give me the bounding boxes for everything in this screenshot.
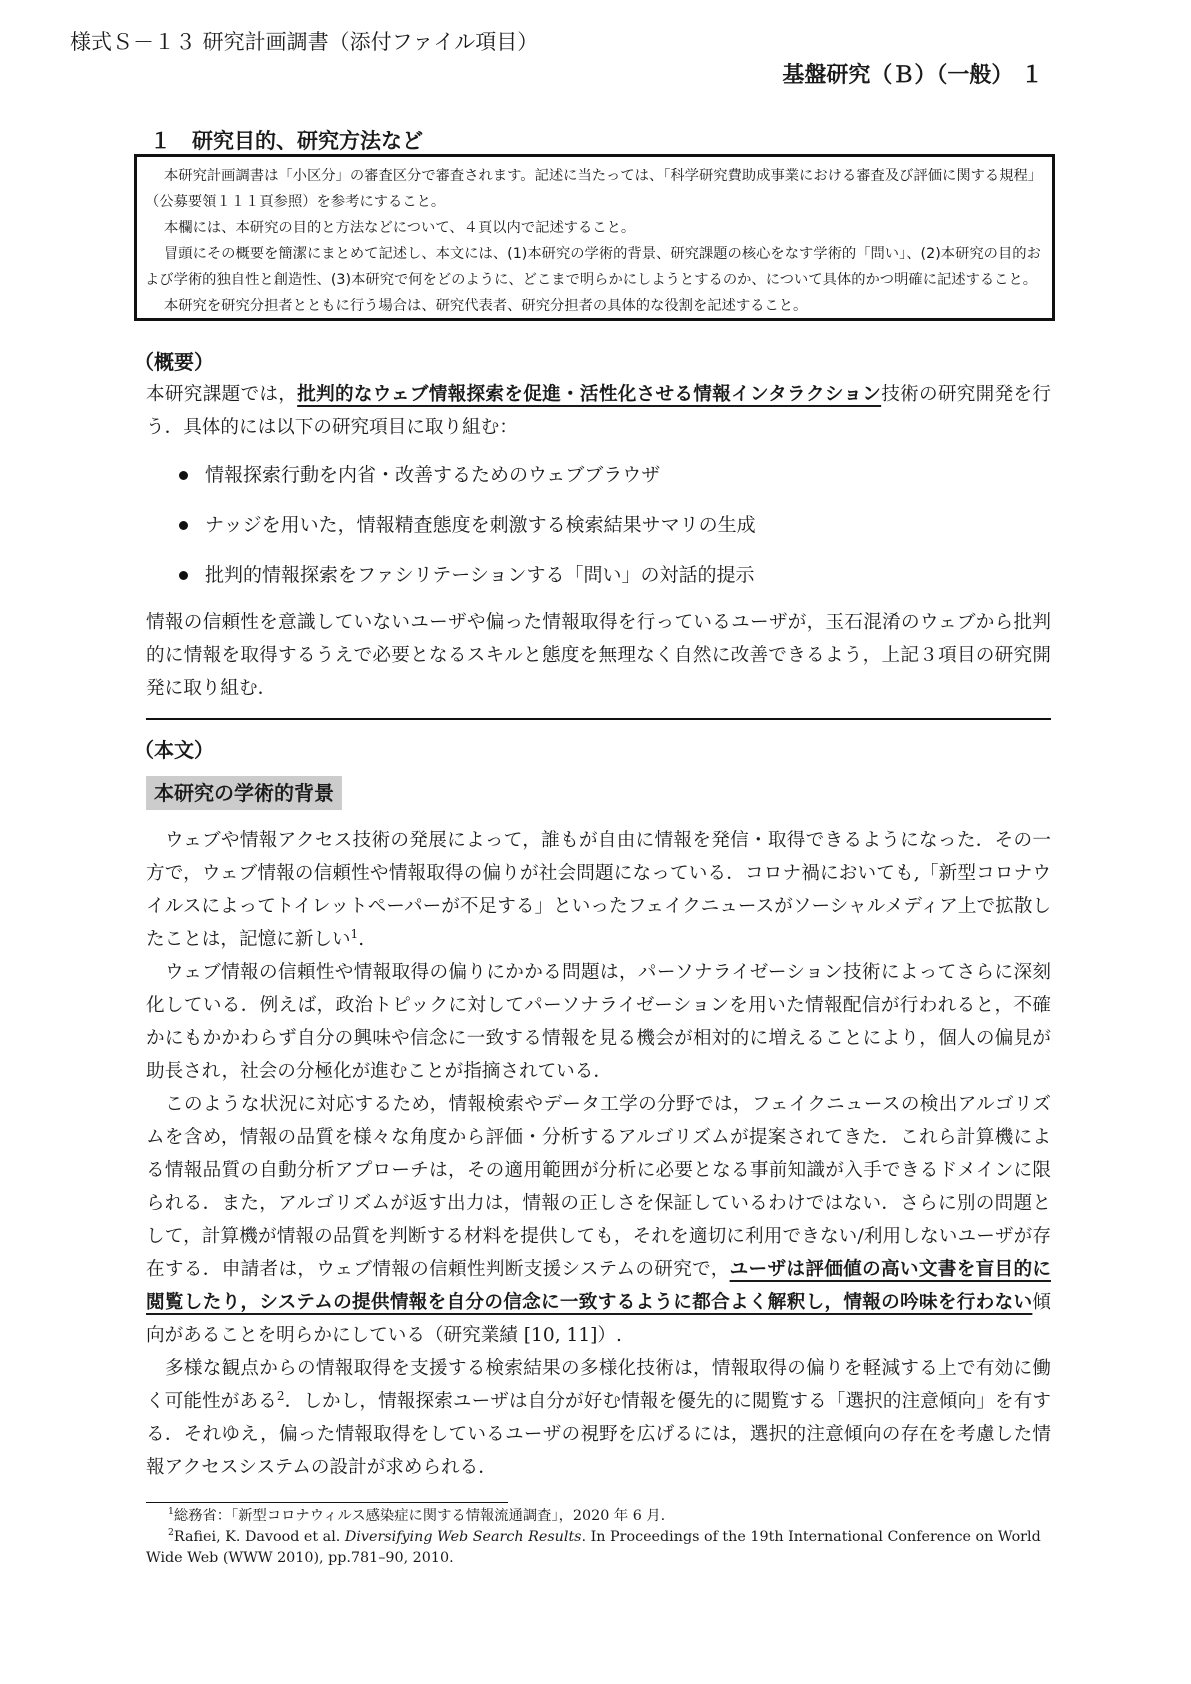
body-paragraph-1-end: . — [358, 929, 365, 950]
instruction-box — [134, 154, 1055, 321]
form-id: 様式Ｓ－１３ 研究計画調書（添付ファイル項目） — [70, 30, 539, 54]
footnote-2-authors: Rafiei, K. Davood et al. — [173, 1529, 345, 1545]
instruction-para-4: 本研究を研究分担者とともに行う場合は、研究代表者、研究分担者の具体的な役割を記述すること。 — [164, 298, 808, 314]
footnote-2-title: Diversifying Web Search Results — [344, 1529, 582, 1545]
list-item — [175, 508, 1045, 558]
summary-intro-underlined: 批判的なウェブ情報探索を促進・活性化させる情報インタラクション — [297, 384, 882, 405]
footnote-2 — [146, 1527, 1051, 1569]
list-item-text: 情報探索行動を内省・改善するためのウェブブラウザ — [205, 464, 661, 486]
body-paragraph-3-underlined: ユーザは評価値の高い文書を盲目的に閲覧したり，システムの提供情報を自分の信念に一致するように都合よく解釈し，情報の吟味を行わない — [146, 1259, 1051, 1313]
summary-closing — [146, 606, 1051, 705]
summary-label: （概要） — [134, 350, 214, 374]
instruction-para-1: 本研究計画調書は「小区分」の審査区分で審査されます。記述に当たっては、「科学研究費助成事業における審査及び評価に関する規程」（公募要領１１１頁参照）を参考にすること。 — [145, 168, 1043, 210]
body-paragraph-3-after: 傾向があることを明らかにしている（研究業績 [10, 11]）. — [146, 1292, 1051, 1346]
body-paragraph-2: ウェブ情報の信頼性や情報取得の偏りにかかる問題は，パーソナライゼーション技術によってさらに深刻化している．例えば，政治トピックに対してパーソナライゼーションを用いた情報配信が行われると，不確かにもかかわらず自分の興味や信念に一致する情報を見る機会が相対的に増えることにより，個人の偏見が助長され，社会の分極化が進むことが指摘されている． — [146, 962, 1051, 1082]
footnote-ref-1: 1 — [350, 926, 359, 941]
bullet-icon — [179, 521, 188, 530]
instruction-para-3: 冒頭にその概要を簡潔にまとめて記述し、本文には、(1)本研究の学術的背景、研究課題の核心をなす学術的「問い」、(2)本研究の目的および学術的独自性と創造性、(3)本研究で何をどのように、どこまで明らかにしようとするのか、について具体的かつ明確に記述すること。 — [145, 246, 1041, 288]
body-paragraph-3 — [146, 1088, 1051, 1352]
body-paragraph-4-after: ．しかし，情報探索ユーザは自分が好む情報を優先的に閲覧する「選択的注意傾向」を有する．それゆえ，偏った情報取得をしているユーザの視野を広げるには，選択的注意傾向の存在を考慮した情報アクセスシステムの設計が求められる． — [146, 1391, 1051, 1478]
summary-item-list — [175, 458, 1045, 608]
body-paragraph-4-before: 多様な観点からの情報取得を支援する検索結果の多様化技術は，情報取得の偏りを軽減する上で有効に働く可能性がある — [146, 1358, 1051, 1412]
summary-intro-after: 技術の研究開発を行う．具体的には以下の研究項目に取り組む： — [146, 384, 1051, 438]
bullet-icon — [179, 471, 188, 480]
summary-intro-before: 本研究課題では， — [146, 384, 298, 405]
list-item — [175, 458, 1045, 508]
grant-category: 基盤研究（Ｂ）（一般） １ — [782, 63, 1043, 88]
section-heading: １ 研究目的、研究方法など — [150, 129, 423, 153]
background-heading: 本研究の学術的背景 — [146, 776, 342, 810]
footnotes — [146, 1506, 1051, 1569]
footnote-2-rest: . In Proceedings of the 19th International Conference on World Wide Web (WWW 2010), pp.781–90, 2010. — [146, 1529, 1041, 1566]
summary-intro — [146, 378, 1051, 444]
list-item-text: 批判的情報探索をファシリテーションする「問い」の対話的提示 — [205, 564, 755, 586]
footnote-1-text: 総務省：「新型コロナウィルス感染症に関する情報流通調査」，2020 年 6 月. — [173, 1508, 666, 1524]
footnote-ref-2: 2 — [276, 1388, 285, 1403]
footnote-divider — [146, 1502, 508, 1503]
main-body — [146, 824, 1051, 1484]
main-label: （本文） — [134, 738, 214, 762]
body-paragraph-1-text: ウェブや情報アクセス技術の発展によって，誰もが自由に情報を発信・取得できるようになった．その一方で，ウェブ情報の信頼性や情報取得の偏りが社会問題になっている．コロナ禍においても,「新型コロナウイルスによってトイレットペーパーが不足する」といったフェイクニュースがソーシャルメディア上で拡散したことは，記憶に新しい — [146, 830, 1051, 950]
bullet-icon — [179, 571, 188, 580]
summary-closing-text: 情報の信頼性を意識していないユーザや偏った情報取得を行っているユーザが，玉石混淆のウェブから批判的に情報を取得するうえで必要となるスキルと態度を無理なく自然に改善できるよう，上記３項目の研究開発に取り組む． — [146, 612, 1051, 699]
footnote-1 — [146, 1506, 1051, 1527]
body-paragraph-4 — [146, 1352, 1051, 1484]
body-paragraph-3-before: このような状況に対応するため，情報検索やデータ工学の分野では，フェイクニュースの検出アルゴリズムを含め，情報の品質を様々な角度から評価・分析するアルゴリズムが提案されてきた．これら計算機による情報品質の自動分析アプローチは，その適用範囲が分析に必要となる事前知識が入手できるドメインに限られる．また，アルゴリズムが返す出力は，情報の正しさを保証しているわけではない．さらに別の問題として，計算機が情報の品質を判断する材料を提供しても，それを適切に利用できない/利用しないユーザが存在する．申請者は，ウェブ情報の信頼性判断支援システムの研究で， — [146, 1094, 1051, 1280]
list-item — [175, 558, 1045, 608]
list-item-text: ナッジを用いた，情報精査態度を刺激する検索結果サマリの生成 — [205, 514, 756, 536]
footnote-mark-1: 1 — [168, 1506, 174, 1518]
section-divider — [146, 718, 1051, 720]
instruction-para-2: 本欄には、本研究の目的と方法などについて、４頁以内で記述すること。 — [164, 220, 636, 236]
footnote-mark-2: 2 — [168, 1527, 174, 1539]
body-paragraph-1 — [146, 824, 1051, 956]
